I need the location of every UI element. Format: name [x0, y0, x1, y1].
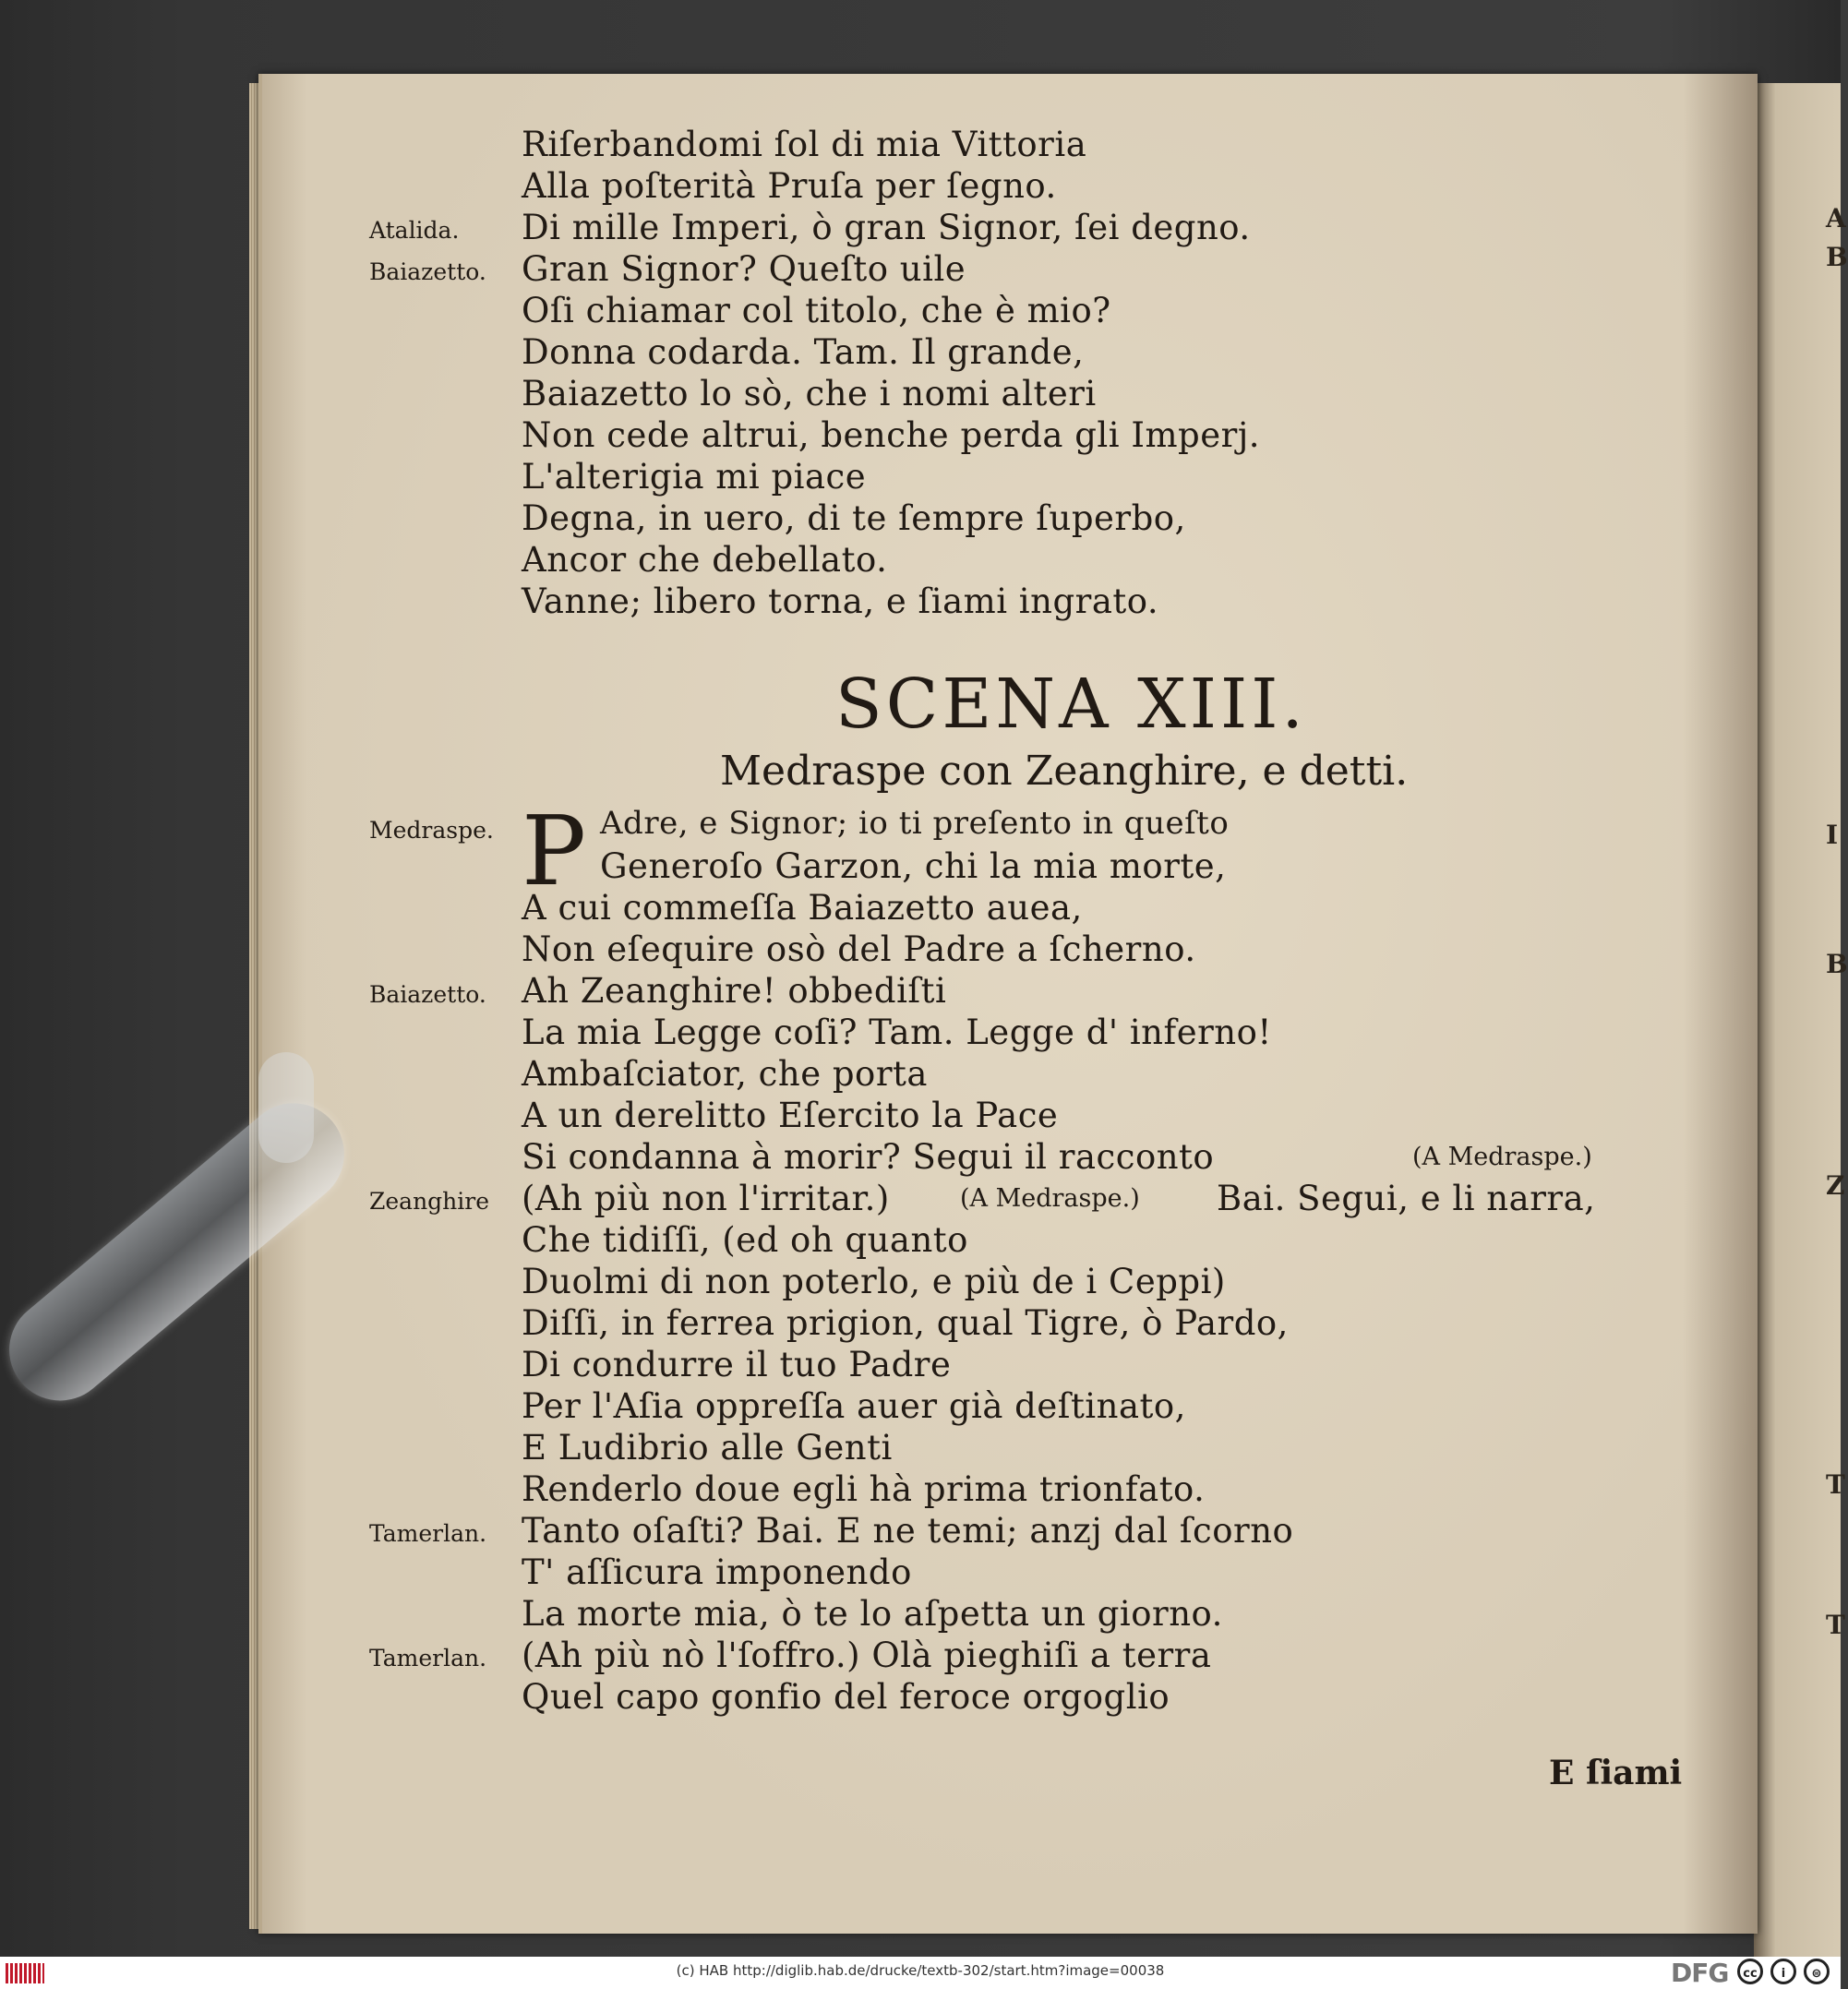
- catchword: E ſiami: [1549, 1754, 1683, 1792]
- facing-page-letter: T: [1826, 1610, 1845, 1640]
- verse-line: Riſerbandomi ſol di mia Vittoria: [522, 125, 1087, 164]
- footer-credit-link[interactable]: (c) HAB http://diglib.hab.de/drucke/textb-302/start.htm?image=00038: [676, 1962, 1165, 1979]
- stage-direction: (A Medraspe.): [1412, 1143, 1592, 1171]
- facing-page-letter: A: [1826, 203, 1846, 234]
- facing-page-letter: B: [1826, 949, 1848, 979]
- facing-page-letter: T: [1826, 1469, 1845, 1500]
- facing-page-edge: [1754, 83, 1841, 1957]
- verse-line: Vanne; libero torna, e ſiami ingrato.: [522, 581, 1159, 621]
- verse-line: (Ah più non l'irritar.): [522, 1179, 890, 1218]
- verse-line: Che tidiſſi, (ed oh quanto: [522, 1220, 968, 1260]
- verse-line: Non eſequire osò del Padre a ſcherno.: [522, 929, 1196, 969]
- cc-license-icon[interactable]: cc: [1737, 1959, 1763, 1984]
- verse-line: La mia Legge coſi? Tam. Legge d' inferno!: [522, 1012, 1272, 1052]
- speaker-label: Tamerlan.: [369, 1645, 487, 1671]
- verse-line: L'alterigia mi piace: [522, 457, 867, 497]
- facing-page-letter: B: [1826, 242, 1848, 272]
- verse-line: Degna, in uero, di te ſempre ſuperbo,: [522, 498, 1186, 538]
- verse-line: A cui commeſſa Baiazetto auea,: [522, 888, 1083, 928]
- dfg-logo: DFG: [1671, 1958, 1729, 1988]
- verse-line: (Ah più nò l'ſoffro.) Olà pieghiſi a terra: [522, 1636, 1212, 1675]
- verse-line: Non cede altrui, benche perda gli Imperj.: [522, 415, 1261, 455]
- verse-line: Duolmi di non poterlo, e più de i Ceppi): [522, 1262, 1226, 1301]
- glass-holder-tip: [258, 1052, 314, 1163]
- by-attribution-icon[interactable]: i: [1770, 1959, 1796, 1984]
- verse-line: Quel capo gonfio del feroce orgoglio: [522, 1677, 1170, 1717]
- facing-page-letter: Z: [1826, 1170, 1845, 1201]
- verse-line: Ah Zeanghire! obbediſti: [522, 971, 947, 1011]
- verse-line: Generoſo Garzon, chi la mia morte,: [600, 846, 1227, 886]
- drop-capital: P: [522, 795, 586, 907]
- verse-line: T' aſſicura imponendo: [522, 1552, 912, 1592]
- speaker-label: Atalida.: [369, 217, 460, 244]
- speaker-label: Baiazetto.: [369, 981, 486, 1008]
- speaker-label: Zeanghire: [369, 1188, 490, 1215]
- verse-line: Bai. Segui, e li narra,: [1217, 1179, 1596, 1218]
- verse-line: E Ludibrio alle Genti: [522, 1428, 893, 1468]
- scene-title: SCENA XIII.: [835, 665, 1307, 744]
- verse-line: Alla poſterità Pruſa per ſegno.: [522, 166, 1057, 206]
- verse-line: Ancor che debellato.: [522, 540, 888, 580]
- verse-line: Adre, e Signor; io ti preſento in queſto: [600, 805, 1230, 842]
- verse-line: Tanto oſaſti? Bai. E ne temi; anzj dal ſcorno: [522, 1511, 1294, 1551]
- speaker-label: Baiazetto.: [369, 258, 486, 285]
- verse-line: Per l'Aſia oppreſſa auer già deſtinato,: [522, 1386, 1186, 1426]
- verse-line: Oſi chiamar col titolo, che è mio?: [522, 291, 1111, 330]
- verse-line: Donna codarda. Tam. Il grande,: [522, 332, 1085, 372]
- speaker-label: Medraspe.: [369, 817, 494, 844]
- stage-direction: (A Medraspe.): [960, 1184, 1140, 1213]
- scene-subtitle: Medraspe con Zeanghire, e detti.: [720, 748, 1409, 795]
- sa-sharealike-icon[interactable]: ⊜: [1804, 1959, 1830, 1984]
- verse-line: Renderlo doue egli hà prima trionfato.: [522, 1469, 1206, 1509]
- speaker-label: Tamerlan.: [369, 1520, 487, 1547]
- verse-line: A un derelitto Eſercito la Pace: [522, 1096, 1059, 1135]
- verse-line: La morte mia, ò te lo aſpetta un giorno.: [522, 1594, 1223, 1634]
- verse-line: Gran Signor? Queſto uile: [522, 249, 966, 289]
- verse-line: Si condanna à morir? Segui il racconto: [522, 1137, 1215, 1177]
- verse-line: Di condurre il tuo Padre: [522, 1345, 952, 1384]
- verse-line: Ambaſciator, che porta: [522, 1054, 928, 1094]
- verse-line: Baiazetto lo sò, che i nomi alteri: [522, 374, 1097, 413]
- verse-line: Diſſi, in ferrea prigion, qual Tigre, ò Pardo,: [522, 1303, 1289, 1343]
- verse-line: Di mille Imperi, ò gran Signor, ſei degno.: [522, 208, 1251, 247]
- facing-page-letter: I: [1826, 820, 1839, 850]
